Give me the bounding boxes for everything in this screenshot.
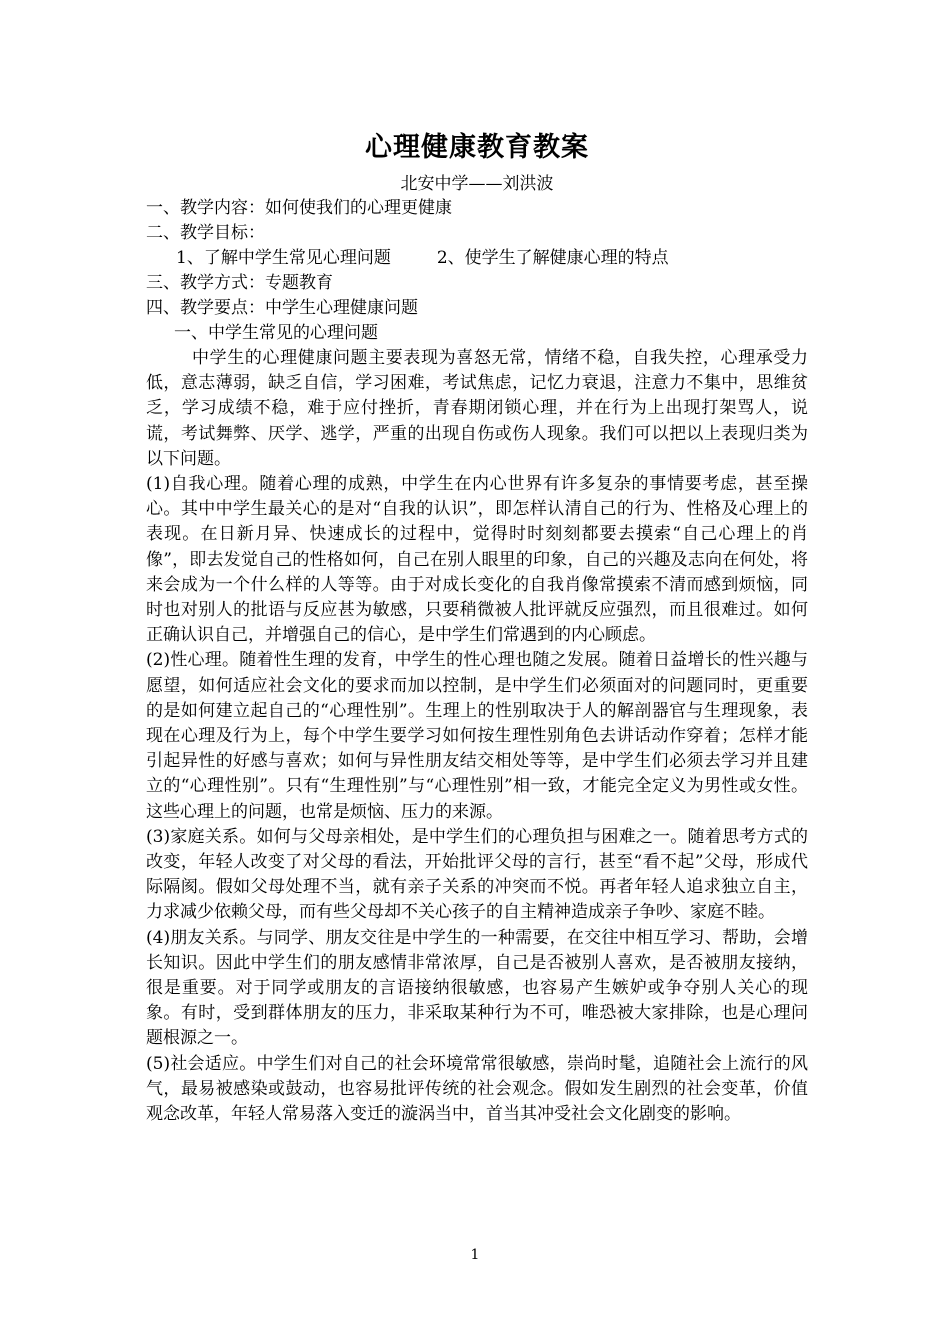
teaching-goals-heading: 二、教学目标： [146,223,265,243]
paragraph-friend-relations: (4)朋友关系。与同学、朋友交往是中学生的一种需要，在交往中相互学习、帮助，会增长知识。因此中学生们的朋友感情非常浓厚，自己是否被别人喜欢，是否被朋友接纳，很是重要。对于同学或朋友的言语接纳很敏感，也容易产生嫉妒或争夺别人关心的现象。有时，受到群体朋友的压力，非采取某种行为不可，唯恐被大家排除，也是心理问题根源之一。 [146,927,808,1049]
paragraph-family-relations: (3)家庭关系。如何与父母亲相处，是中学生们的心理负担与困难之一。随着思考方式的改变，年轻人改变了对父母的看法，开始批评父母的言行，甚至“看不起”父母，形成代际隔阂。假如父母处理不当，就有亲子关系的冲突而不悦。再者年轻人追求独立自主，力求减少依赖父母，而有些父母却不关心孩子的自主精神造成亲子争吵、家庭不睦。 [146,826,808,923]
paragraph-social-adaptation: (5)社会适应。中学生们对自己的社会环境常常很敏感，崇尚时髦，追随社会上流行的风气，最易被感染或鼓动，也容易批评传统的社会观念。假如发生剧烈的社会变革，价值观念改革，年轻人常易落入变迁的漩涡当中，首当其冲受社会文化剧变的影响。 [146,1053,808,1125]
paragraph-sex-psychology: (2)性心理。随着性生理的发育，中学生的性心理也随之发展。随着日益增长的性兴趣与愿望，如何适应社会文化的要求而加以控制，是中学生们必须面对的问题同时，更重要的是如何建立起自己的“心理性别”。生理上的性别取决于人的解剖器官与生理现象，表现在心理及行为上，每个中学生要学习如何按生理性别角色去讲话动作穿着；怎样才能引起异性的好感与喜欢；如何与异性朋友结交相处等等，是中学生们必须去学习并且建立的“心理性别”。只有“生理性别”与“心理性别”相一致，才能完全定义为男性或女性。这些心理上的问题，也常是烦恼、压力的来源。 [146,650,808,822]
teaching-method-line: 三、教学方式：专题教育 [146,273,333,293]
goal-item-1: 1、了解中学生常见心理问题 [176,248,391,268]
paragraph-intro: 中学生的心理健康问题主要表现为喜怒无常，情绪不稳，自我失控，心理承受力低，意志薄弱，缺乏自信，学习困难，考试焦虑，记忆力衰退，注意力不集中，思维贫乏，学习成绩不稳，难于应付挫折，青春期闭锁心理，并在行为上出现打架骂人，说谎，考试舞弊、厌学、逃学，严重的出现自伤或伤人现象。我们可以把以上表现归类为以下问题。 [146,348,808,469]
page-number: 1 [470,1247,480,1263]
document-page [146,128,808,1127]
teaching-keypoints-line: 四、教学要点：中学生心理健康问题 [146,298,418,318]
section-heading: 一、中学生常见的心理问题 [174,323,378,343]
teaching-goals-list [146,246,808,271]
author-line: 北安中学——刘洪波 [400,174,554,194]
goal-item-2: 2、使学生了解健康心理的特点 [436,248,669,268]
document-title: 心理健康教育教案 [365,132,589,163]
paragraph-self-psychology: (1)自我心理。随着心理的成熟，中学生在内心世界有许多复杂的事情要考虑，甚至操心。其中中学生最关心的是对“自我的认识”，即怎样认清自己的行为、性格及心理上的表现。在日新月异、快速成长的过程中，觉得时时刻刻都要去摸索“自己心理上的肖像”，即去发觉自己的性格如何，自己在别人眼里的印象，自己的兴趣及志向在何处，将来会成为一个什么样的人等等。由于对成长变化的自我肖像常摸索不清而感到烦恼，同时也对别人的批语与反应甚为敏感，只要稍微被人批评就反应强烈，而且很难过。如何正确认识自己，并增强自己的信心，是中学生们常遇到的内心顾虑。 [146,474,808,646]
teaching-content-line: 一、教学内容：如何使我们的心理更健康 [146,198,452,218]
